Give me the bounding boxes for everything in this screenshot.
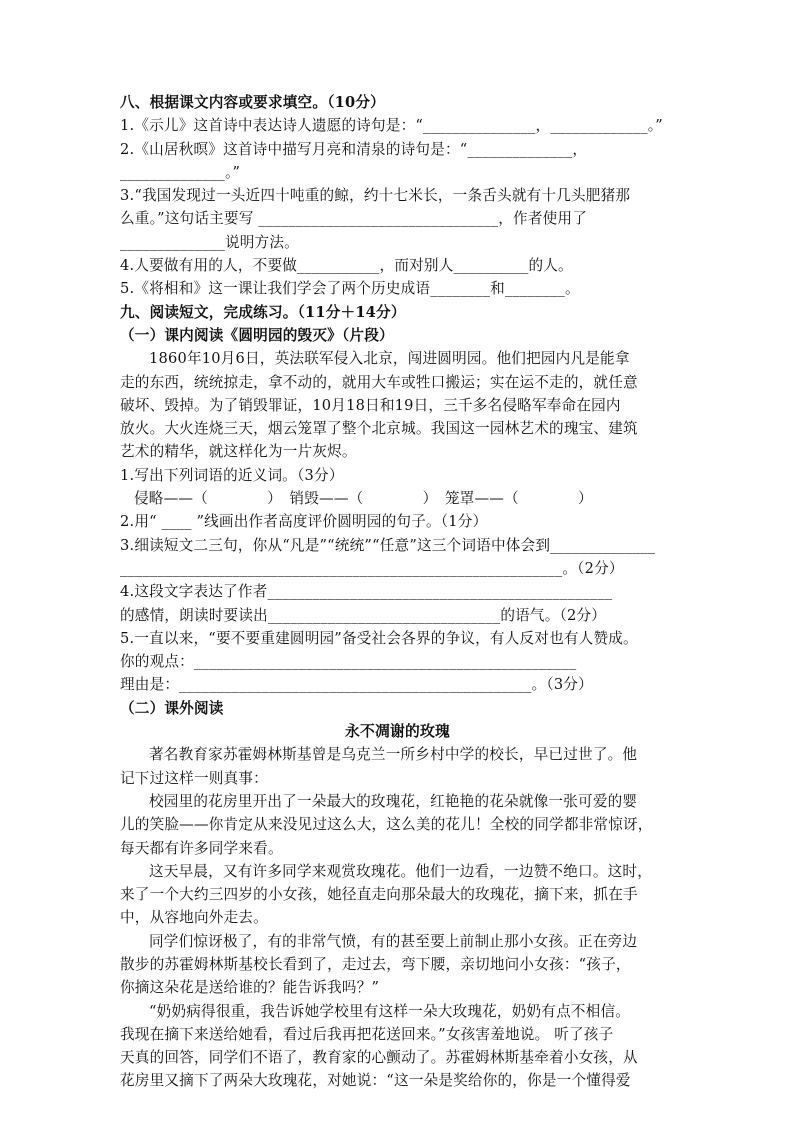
question-8-1: 1.《示儿》这首诗中表达诗人遗愿的诗句是：“_______________，_____________。”: [120, 117, 663, 135]
question-9-4-cont: 的感情，朗读时要读出_______________________________的语气。（2分）: [120, 606, 607, 624]
question-8-3-cont: 么重。”这句话主要写 ________________________________，作者使用了: [120, 210, 588, 228]
story-paragraph: “奶奶病得很重，我告诉她学校里有这样一朵大玫瑰花，奶奶有点不相信。: [149, 1002, 631, 1020]
story-line: 中，从容地向外走去。: [120, 909, 268, 927]
question-8-3: 3.“我国发现过一头近四十吨重的鲸，约十七米长，一条舌头就有十几头肥猪那: [120, 187, 631, 205]
story-line: 你摘这朵花是送给谁的？能告诉我吗？”: [120, 979, 380, 997]
question-9-1: 1.写出下列词语的近义词。（3分）: [120, 466, 344, 484]
passage-1-line: 破坏、毁掉。为了销毁罪证，10月18日和19日，三千多名侵略军奉命在园内: [120, 396, 621, 414]
story-paragraph: 著名教育家苏霍姆林斯基曾是乌克兰一所乡村中学的校长，早已过世了。他: [149, 746, 638, 764]
story-paragraph: 这天早晨，又有许多同学来观赏玫瑰花。他们一边看，一边赞不绝口。这时，: [149, 862, 652, 880]
story-line: 儿的笑脸——你肯定从来没见过这么大，这么美的花儿！全校的同学都非常惊讶，: [120, 816, 653, 834]
story-line: 散步的苏霍姆林斯基校长看到了，走过去，弯下腰，亲切地问小女孩：“孩子，: [120, 955, 631, 973]
story-line: 天真的回答，同学们不语了，教育家的心颤动了。苏霍姆林斯基牵着小女孩，从: [120, 1049, 638, 1067]
passage-1-line: 走的东西，统统掠走，拿不动的，就用大车或牲口搬运；实在运不走的，就任意: [120, 373, 638, 391]
question-8-5: 5.《将相和》这一课让我们学会了两个历史成语________和________。: [120, 280, 580, 298]
story-line: 我现在摘下来送给她看，看过后我再把花送回来。”女孩害羞地说。 听了孩子: [120, 1025, 614, 1043]
question-9-5-view: 你的观点：___________________________________________________: [120, 653, 577, 671]
question-9-4: 4.这段文字表达了作者______________________________________________: [120, 583, 613, 601]
question-9-3: 3.细读短文二三句，你从“凡是”“统统”“任意”这三个词语中体会到______________: [120, 536, 656, 554]
passage-1-line: 艺术的精华，就这样化为一片灰烬。: [120, 443, 357, 461]
story-line: 每天都有许多同学来看。: [120, 839, 283, 857]
question-8-4: 4.人要做有用的人，不要做___________，而对别人__________的人。: [120, 257, 573, 275]
synonym-blanks: 侵略——（ ） 销毁——（ ） 笼罩——（ ）: [134, 490, 593, 508]
passage-1-line: 放火。大火连烧三天，烟云笼罩了整个北京城。我国这一园林艺术的瑰宝、建筑: [120, 420, 638, 438]
reading-2-heading: （二）课外阅读: [120, 699, 224, 717]
question-9-3-cont: ___________________________________________________________。（2分）: [120, 559, 624, 577]
question-9-5: 5.一直以来，“要不要重建圆明园”备受社会各界的争议，有人反对也有人赞成。: [120, 629, 638, 647]
section-8-heading: 八、根据课文内容或要求填空。（10分）: [120, 94, 385, 111]
story-line: 来了一个大约三四岁的小女孩，她径直走向那朵最大的玫瑰花，摘下来，抓在手: [120, 886, 638, 904]
story-title: 永不凋谢的玫瑰: [345, 723, 450, 741]
story-paragraph: 校园里的花房里开出了一朵最大的玫瑰花，红艳艳的花朵就像一张可爱的婴: [149, 792, 638, 810]
section-9-heading: 九、阅读短文，完成练习。（11分＋14分）: [120, 303, 406, 321]
story-line: 记下过这样一则真事：: [120, 769, 268, 787]
question-9-5-reason: 理由是：_______________________________________________。（3分）: [120, 676, 593, 694]
story-paragraph: 同学们惊讶极了，有的非常气愤，有的甚至要上前制止那小女孩。正在旁边: [149, 932, 638, 950]
story-line: 花房里又摘下了两朵大玫瑰花，对她说：“这一朵是奖给你的，你是一个懂得爱: [120, 1072, 631, 1090]
reading-1-heading: （一）课内阅读《圆明园的毁灭》（片段）: [120, 326, 394, 344]
question-8-3-cont2: ______________说明方法。: [120, 233, 299, 251]
document-page: [120, 91, 675, 1093]
question-8-2: 2.《山居秋暝》这首诗中描写月亮和清泉的诗句是：“______________，: [120, 140, 588, 158]
passage-1-paragraph: 1860年10月6日，英法联军侵入北京，闯进圆明园。他们把园内凡是能拿: [149, 350, 630, 368]
question-9-2: 2.用“ ____ ”线画出作者高度评价圆明园的句子。（1分）: [120, 513, 488, 531]
question-8-2-cont: ______________。”: [120, 163, 241, 181]
